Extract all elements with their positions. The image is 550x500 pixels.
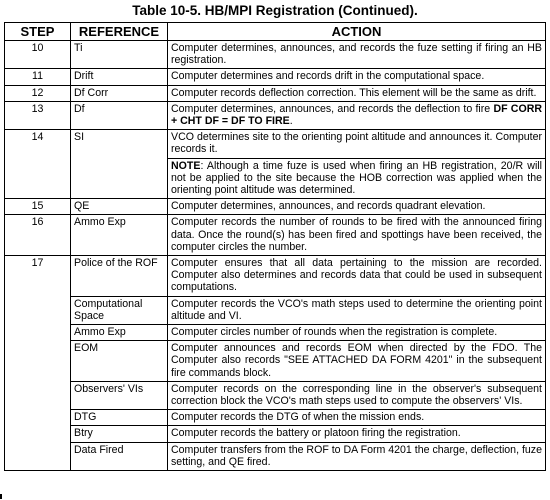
reference-cell: Ammo Exp [71, 325, 168, 341]
reference-cell: Drift [71, 69, 168, 85]
empty-reference-cell [71, 158, 168, 199]
table-header-row [5, 23, 546, 41]
deflection-formula: DF CORR + CHT DF = DF TO FIRE [171, 102, 542, 128]
action-header: ACTION [168, 23, 546, 41]
reference-cell: Ti [71, 41, 168, 69]
action-cell: VCO determines site to the orienting point altitude and announces it. Computer records it. [168, 130, 546, 158]
action-cell: Computer records the number of rounds to be fired with the announced firing data. Once the round(s) has been fired and spottings have been received, the computer circles the number. [168, 215, 546, 256]
action-cell: Computer records the DTG of when the mission ends. [168, 410, 546, 426]
action-cell: Computer transfers from the ROF to DA Form 4201 the charge, deflection, fuze setting, and QE fired. [168, 442, 546, 470]
table-row [5, 69, 546, 85]
action-cell: Computer records the battery or platoon firing the registration. [168, 426, 546, 442]
step-cell: 10 [5, 41, 71, 69]
reference-cell: Ammo Exp [71, 215, 168, 256]
note-label: NOTE [171, 159, 201, 172]
registration-table [4, 22, 546, 471]
note-text: : Although a time fuze is used when firing an HB registration, 20/R will not be applied to the site because the HOB correction was applied when the orienting point altitude was determined. [171, 159, 542, 197]
action-cell: Computer determines and records drift in the computational space. [168, 69, 546, 85]
reference-cell: Data Fired [71, 442, 168, 470]
action-text-end: . [289, 115, 293, 128]
table-row [5, 130, 546, 158]
action-text: Computer determines, announces, and records the deflection to fire [171, 102, 494, 115]
reference-cell: Df [71, 101, 168, 129]
table-row [5, 41, 546, 69]
reference-cell: QE [71, 199, 168, 215]
action-cell: Computer determines, announces, and records quadrant elevation. [168, 199, 546, 215]
table-row [5, 442, 546, 470]
reference-cell: DTG [71, 410, 168, 426]
step-cell: 15 [5, 199, 71, 215]
scan-mark [0, 494, 2, 499]
reference-cell: Btry [71, 426, 168, 442]
table-row [5, 325, 546, 341]
reference-cell: EOM [71, 341, 168, 382]
step-cell: 13 [5, 101, 71, 129]
step-cell: 14 [5, 130, 71, 158]
action-cell: Computer announces and records EOM when directed by the FDO. The Computer also records "SEE ATTACHED DA FORM 4201" in the subsequent fire commands block. [168, 341, 546, 382]
step-cell: 12 [5, 85, 71, 101]
note-cell [168, 158, 546, 199]
table-row [5, 256, 546, 297]
table-row [5, 199, 546, 215]
step-header: STEP [5, 23, 71, 41]
table-row [5, 101, 546, 129]
action-cell [168, 101, 546, 129]
action-cell: Computer records the VCO's math steps used to determine the orienting point altitude and VI. [168, 296, 546, 324]
table-row [5, 296, 546, 324]
table-title: Table 10-5. HB/MPI Registration (Continued). [132, 3, 418, 18]
table-row [5, 85, 546, 101]
reference-cell: Observers' VIs [71, 381, 168, 409]
action-cell: Computer determines, announces, and records the fuze setting if firing an HB registration. [168, 41, 546, 69]
reference-cell: Computational Space [71, 296, 168, 324]
action-cell: Computer records deflection correction. This element will be the same as drift. [168, 85, 546, 101]
step-cell: 17 [5, 256, 71, 471]
table-row-note [5, 158, 546, 199]
reference-cell: SI [71, 130, 168, 158]
reference-cell: Police of the ROF [71, 256, 168, 297]
table-row [5, 426, 546, 442]
action-cell: Computer ensures that all data pertaining to the mission are recorded. Computer also determines and records data that could be used in subsequent computations. [168, 256, 546, 297]
action-cell: Computer records on the corresponding line in the observer's subsequent correction block the VCO's math steps used to compute the observers' VIs. [168, 381, 546, 409]
step-cell: 16 [5, 215, 71, 256]
step-cell: 11 [5, 69, 71, 85]
reference-header: REFERENCE [71, 23, 168, 41]
table-row [5, 410, 546, 426]
table-row [5, 215, 546, 256]
table-row [5, 381, 546, 409]
reference-cell: Df Corr [71, 85, 168, 101]
empty-step-cell [5, 158, 71, 199]
table-row [5, 341, 546, 382]
action-cell: Computer circles number of rounds when the registration is complete. [168, 325, 546, 341]
